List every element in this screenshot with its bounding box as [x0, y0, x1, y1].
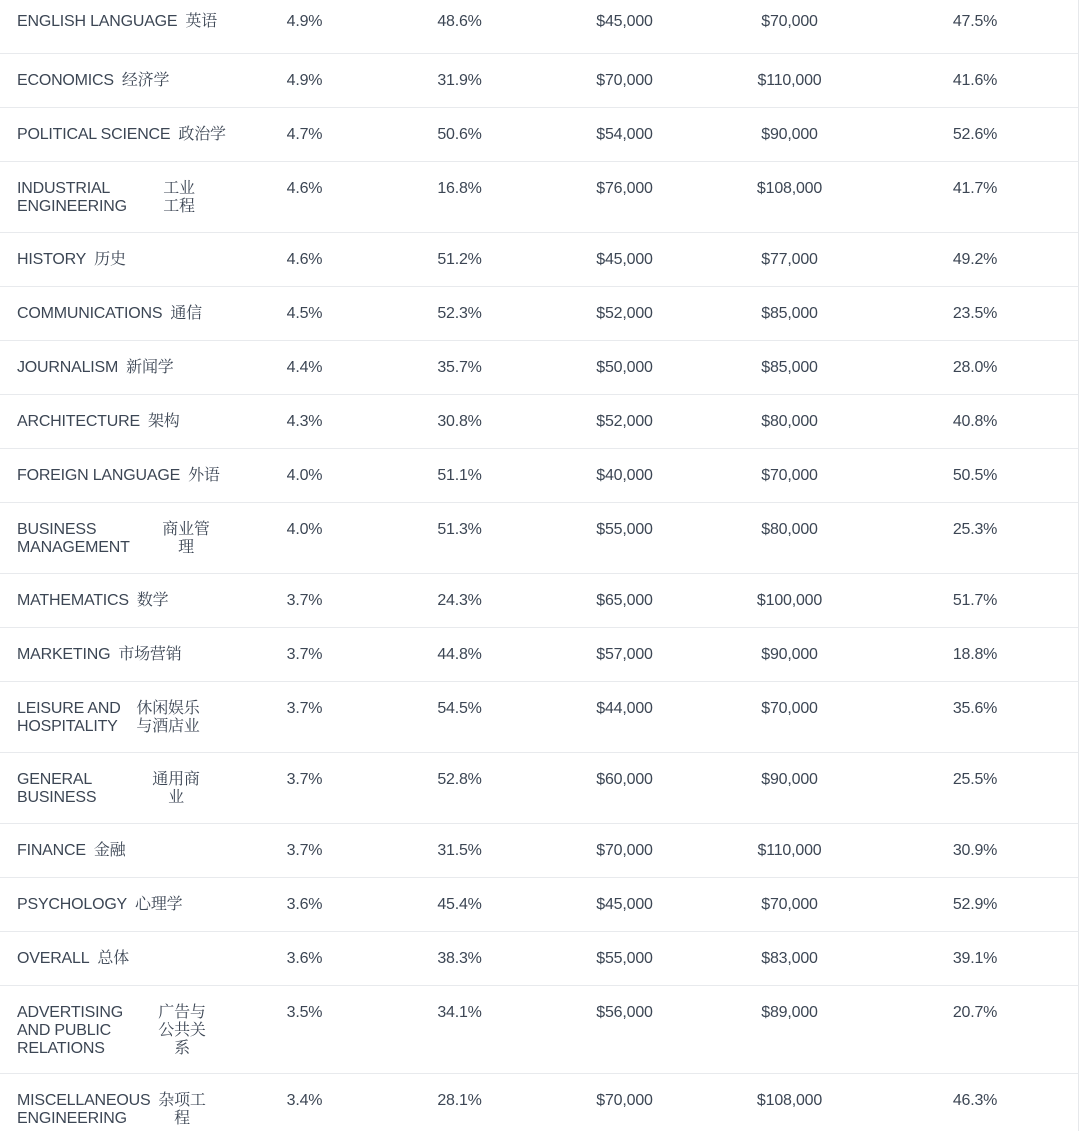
early-career-wage: $56,000 — [542, 986, 707, 1074]
major-cell — [0, 395, 232, 449]
underemployment-rate: 34.1% — [377, 986, 542, 1074]
major-cell — [0, 287, 232, 341]
major-name-cn: 市场营销 — [118, 646, 181, 664]
mid-career-wage: $80,000 — [707, 395, 872, 449]
major-cell — [0, 233, 232, 287]
major-name-en: COMMUNICATIONS — [17, 305, 162, 323]
graduate-degree-share: 47.5% — [872, 0, 1078, 54]
major-name-en: POLITICAL SCIENCE — [17, 126, 170, 144]
table-row — [0, 341, 1078, 395]
graduate-degree-share: 25.5% — [872, 753, 1078, 824]
unemployment-rate: 4.9% — [232, 54, 377, 108]
unemployment-rate: 4.7% — [232, 108, 377, 162]
underemployment-rate: 24.3% — [377, 574, 542, 628]
major-cell — [0, 878, 232, 932]
early-career-wage: $70,000 — [542, 1074, 707, 1141]
graduate-degree-share: 39.1% — [872, 932, 1078, 986]
graduate-degree-share: 18.8% — [872, 628, 1078, 682]
major-cell — [0, 54, 232, 108]
unemployment-rate: 4.3% — [232, 395, 377, 449]
major-name-en: MATHEMATICS — [17, 592, 129, 610]
major-cell — [0, 753, 232, 824]
major-name-cn: 数学 — [137, 592, 169, 610]
graduate-degree-share: 40.8% — [872, 395, 1078, 449]
graduate-degree-share: 20.7% — [872, 986, 1078, 1074]
underemployment-rate: 45.4% — [377, 878, 542, 932]
mid-career-wage: $90,000 — [707, 108, 872, 162]
table-row — [0, 682, 1078, 753]
major-cell — [0, 682, 232, 753]
underemployment-rate: 28.1% — [377, 1074, 542, 1141]
early-career-wage: $70,000 — [542, 824, 707, 878]
major-name-cn: 心理学 — [135, 896, 182, 914]
unemployment-rate: 4.0% — [232, 449, 377, 503]
table-row — [0, 986, 1078, 1074]
major-name-en: ENGLISH LANGUAGE — [17, 13, 177, 31]
unemployment-rate: 3.7% — [232, 824, 377, 878]
major-name-en: GENERAL BUSINESS — [17, 771, 145, 807]
major-name-en: LEISURE AND HOSPITALITY — [17, 700, 129, 736]
unemployment-rate: 4.6% — [232, 233, 377, 287]
early-career-wage: $44,000 — [542, 682, 707, 753]
major-name-cn: 通信 — [170, 305, 202, 323]
graduate-degree-share: 52.9% — [872, 878, 1078, 932]
table-row — [0, 878, 1078, 932]
major-name-en: FINANCE — [17, 842, 86, 860]
major-name-en: MARKETING — [17, 646, 110, 664]
unemployment-rate: 3.6% — [232, 932, 377, 986]
underemployment-rate: 30.8% — [377, 395, 542, 449]
underemployment-rate: 52.3% — [377, 287, 542, 341]
early-career-wage: $45,000 — [542, 878, 707, 932]
early-career-wage: $55,000 — [542, 932, 707, 986]
early-career-wage: $70,000 — [542, 54, 707, 108]
unemployment-rate: 3.7% — [232, 574, 377, 628]
underemployment-rate: 44.8% — [377, 628, 542, 682]
underemployment-rate: 51.1% — [377, 449, 542, 503]
major-name-cn: 英语 — [185, 13, 217, 31]
mid-career-wage: $70,000 — [707, 449, 872, 503]
major-cell — [0, 628, 232, 682]
early-career-wage: $52,000 — [542, 287, 707, 341]
major-cell — [0, 0, 232, 54]
graduate-degree-share: 41.6% — [872, 54, 1078, 108]
early-career-wage: $65,000 — [542, 574, 707, 628]
early-career-wage: $50,000 — [542, 341, 707, 395]
unemployment-rate: 4.6% — [232, 162, 377, 233]
major-name-cn: 休闲娱乐与酒店业 — [129, 700, 207, 736]
mid-career-wage: $90,000 — [707, 628, 872, 682]
table-right-border — [1078, 0, 1079, 1131]
early-career-wage: $52,000 — [542, 395, 707, 449]
mid-career-wage: $90,000 — [707, 753, 872, 824]
major-name-cn: 经济学 — [122, 72, 169, 90]
early-career-wage: $55,000 — [542, 503, 707, 574]
underemployment-rate: 52.8% — [377, 753, 542, 824]
mid-career-wage: $70,000 — [707, 0, 872, 54]
underemployment-rate: 54.5% — [377, 682, 542, 753]
early-career-wage: $45,000 — [542, 0, 707, 54]
mid-career-wage: $70,000 — [707, 878, 872, 932]
major-cell — [0, 108, 232, 162]
unemployment-rate: 3.4% — [232, 1074, 377, 1141]
mid-career-wage: $83,000 — [707, 932, 872, 986]
table-row — [0, 395, 1078, 449]
mid-career-wage: $108,000 — [707, 1074, 872, 1141]
major-name-en: HISTORY — [17, 251, 86, 269]
major-name-cn: 架构 — [148, 413, 180, 431]
graduate-degree-share: 28.0% — [872, 341, 1078, 395]
underemployment-rate: 35.7% — [377, 341, 542, 395]
table-row — [0, 0, 1078, 54]
underemployment-rate: 31.9% — [377, 54, 542, 108]
graduate-degree-share: 49.2% — [872, 233, 1078, 287]
major-name-en: PSYCHOLOGY — [17, 896, 127, 914]
table-row — [0, 162, 1078, 233]
graduate-degree-share: 25.3% — [872, 503, 1078, 574]
table-row — [0, 824, 1078, 878]
major-name-en: INDUSTRIAL ENGINEERING — [17, 180, 157, 216]
major-cell — [0, 574, 232, 628]
unemployment-rate: 4.9% — [232, 0, 377, 54]
underemployment-rate: 31.5% — [377, 824, 542, 878]
major-cell — [0, 162, 232, 233]
mid-career-wage: $77,000 — [707, 233, 872, 287]
major-cell — [0, 824, 232, 878]
major-name-en: OVERALL — [17, 950, 89, 968]
table-row — [0, 54, 1078, 108]
major-cell — [0, 986, 232, 1074]
underemployment-rate: 38.3% — [377, 932, 542, 986]
early-career-wage: $54,000 — [542, 108, 707, 162]
major-name-cn: 新闻学 — [126, 359, 173, 377]
major-cell — [0, 503, 232, 574]
unemployment-rate: 4.4% — [232, 341, 377, 395]
graduate-degree-share: 51.7% — [872, 574, 1078, 628]
underemployment-rate: 51.3% — [377, 503, 542, 574]
major-name-en: FOREIGN LANGUAGE — [17, 467, 180, 485]
graduate-degree-share: 52.6% — [872, 108, 1078, 162]
table-row — [0, 628, 1078, 682]
major-name-en: BUSINESS MANAGEMENT — [17, 521, 157, 557]
mid-career-wage: $85,000 — [707, 287, 872, 341]
major-name-cn: 通用商业 — [145, 771, 207, 807]
major-name-en: ECONOMICS — [17, 72, 114, 90]
unemployment-rate: 3.7% — [232, 753, 377, 824]
table-row — [0, 932, 1078, 986]
unemployment-rate: 3.7% — [232, 682, 377, 753]
table-row — [0, 753, 1078, 824]
table-row — [0, 503, 1078, 574]
graduate-degree-share: 46.3% — [872, 1074, 1078, 1141]
major-name-cn: 广告与公共关系 — [153, 1004, 211, 1058]
major-name-cn: 工业工程 — [157, 180, 201, 216]
mid-career-wage: $110,000 — [707, 54, 872, 108]
major-name-cn: 历史 — [94, 251, 126, 269]
major-name-en: ADVERTISING AND PUBLIC RELATIONS — [17, 1004, 153, 1058]
major-cell — [0, 932, 232, 986]
table-row — [0, 449, 1078, 503]
major-name-cn: 外语 — [188, 467, 220, 485]
mid-career-wage: $108,000 — [707, 162, 872, 233]
graduate-degree-share: 30.9% — [872, 824, 1078, 878]
graduate-degree-share: 41.7% — [872, 162, 1078, 233]
underemployment-rate: 51.2% — [377, 233, 542, 287]
unemployment-rate: 3.7% — [232, 628, 377, 682]
table-row — [0, 233, 1078, 287]
unemployment-rate: 3.6% — [232, 878, 377, 932]
major-name-en: ARCHITECTURE — [17, 413, 140, 431]
mid-career-wage: $80,000 — [707, 503, 872, 574]
major-name-en: MISCELLANEOUS ENGINEERING — [17, 1092, 157, 1128]
major-name-cn: 杂项工程 — [157, 1092, 207, 1128]
graduate-degree-share: 23.5% — [872, 287, 1078, 341]
major-name-cn: 总体 — [97, 950, 129, 968]
major-name-cn: 金融 — [94, 842, 126, 860]
major-cell — [0, 449, 232, 503]
early-career-wage: $57,000 — [542, 628, 707, 682]
mid-career-wage: $85,000 — [707, 341, 872, 395]
early-career-wage: $45,000 — [542, 233, 707, 287]
unemployment-rate: 3.5% — [232, 986, 377, 1074]
table-row — [0, 574, 1078, 628]
early-career-wage: $60,000 — [542, 753, 707, 824]
major-name-en: JOURNALISM — [17, 359, 118, 377]
mid-career-wage: $89,000 — [707, 986, 872, 1074]
graduate-degree-share: 35.6% — [872, 682, 1078, 753]
major-name-cn: 商业管理 — [157, 521, 215, 557]
major-cell — [0, 341, 232, 395]
underemployment-rate: 50.6% — [377, 108, 542, 162]
unemployment-rate: 4.0% — [232, 503, 377, 574]
table-row — [0, 287, 1078, 341]
table-row — [0, 108, 1078, 162]
major-name-cn: 政治学 — [178, 126, 225, 144]
unemployment-rate: 4.5% — [232, 287, 377, 341]
mid-career-wage: $110,000 — [707, 824, 872, 878]
mid-career-wage: $70,000 — [707, 682, 872, 753]
early-career-wage: $76,000 — [542, 162, 707, 233]
early-career-wage: $40,000 — [542, 449, 707, 503]
underemployment-rate: 16.8% — [377, 162, 542, 233]
graduate-degree-share: 50.5% — [872, 449, 1078, 503]
mid-career-wage: $100,000 — [707, 574, 872, 628]
underemployment-rate: 48.6% — [377, 0, 542, 54]
